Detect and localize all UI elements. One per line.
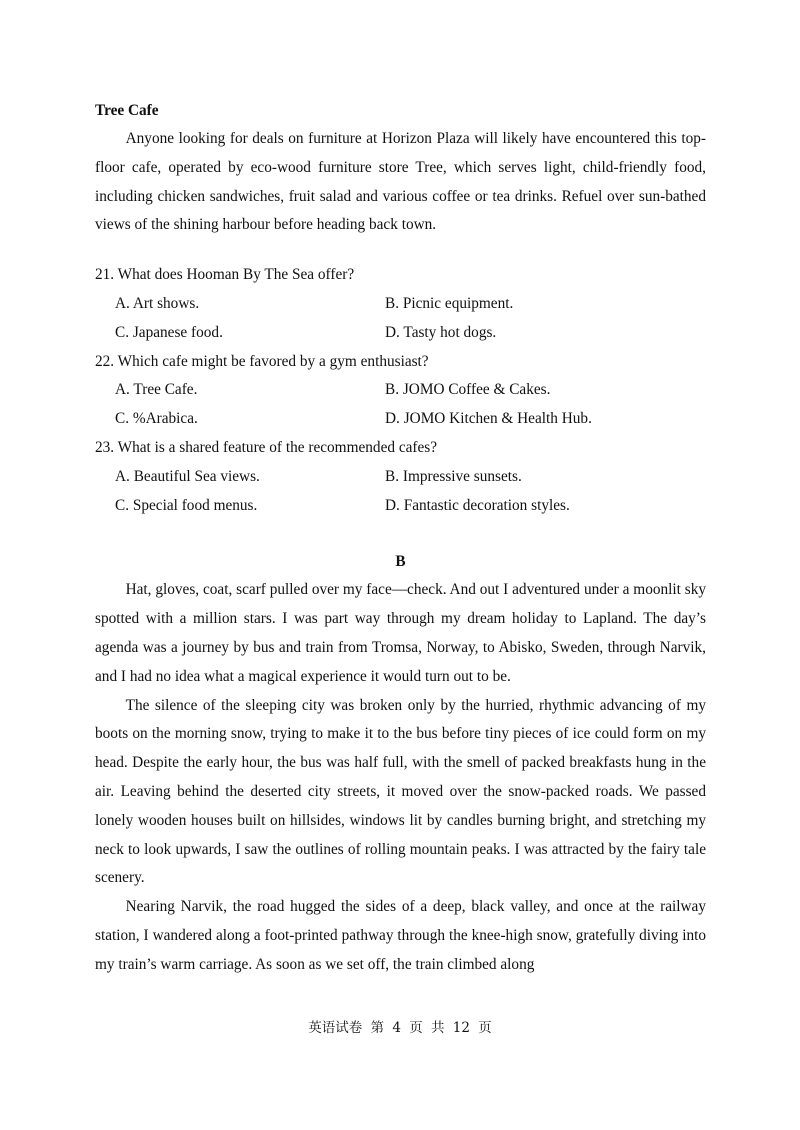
options — [95, 376, 706, 434]
option-d: D. JOMO Kitchen & Health Hub. — [385, 410, 592, 428]
option-b: B. Picnic equipment. — [385, 294, 514, 312]
page-footer: 英语试卷 第 4 页 共 12 页 — [308, 1020, 492, 1036]
option-b: B. JOMO Coffee & Cakes. — [385, 381, 551, 399]
section-b-paragraph-3: Nearing Narvik, the road hugged the sides of a deep, black valley, and once at the railway station, I wandered along a foot-printed pathway through the knee-high snow, gratefully diving into my train’s warm carriage. As soon as we set off, the train climbed along — [95, 898, 706, 973]
option-b: B. Impressive sunsets. — [385, 467, 522, 485]
option-c: C. Special food menus. — [115, 496, 258, 514]
question-text: 23. What is a shared feature of the recommended cafes? — [95, 438, 438, 456]
option-d: D. Fantastic decoration styles. — [385, 496, 570, 514]
section-b-paragraph-2: The silence of the sleeping city was broken only by the hurried, rhythmic advancing of my boots on the morning snow, trying to make it to the bus before tiny pieces of ice could form on my head. Despite the early hour, the bus was half full, with the smell of packed breakfasts hung in the air. Leaving behind the deserted city streets, it moved over the snow-packed roads. We passed lonely wooden houses built on hillsides, windows lit by candles burning bright, and stretching my neck to look upwards, I saw the outlines of rolling mountain peaks. I was attracted by the fairy tale scenery. — [95, 696, 706, 887]
question-23 — [95, 434, 706, 520]
option-a: A. Tree Cafe. — [115, 381, 198, 399]
option-a: A. Art shows. — [115, 294, 200, 312]
question-21 — [95, 261, 706, 347]
section-b-paragraph-1: Hat, gloves, coat, scarf pulled over my face—check. And out I adventured under a moonlit sky spotted with a million stars. I was part way through my dream holiday to Lapland. The day’s agenda was a journey by bus and train from Tromsa, Norway, to Abisko, Sweden, through Narvik, and I had no idea what a magical experience it would turn out to be. — [95, 581, 706, 685]
option-c: C. %Arabica. — [115, 410, 198, 428]
options — [95, 463, 706, 521]
question-text: 22. Which cafe might be favored by a gym enthusiast? — [95, 352, 429, 370]
question-22 — [95, 348, 706, 434]
section-b-label: B — [395, 553, 406, 571]
question-text: 21. What does Hooman By The Sea offer? — [95, 266, 355, 284]
option-c: C. Japanese food. — [115, 323, 223, 341]
exam-page — [95, 96, 706, 980]
tree-cafe-title: Tree Cafe — [95, 102, 159, 119]
options — [95, 290, 706, 348]
option-d: D. Tasty hot dogs. — [385, 323, 497, 341]
option-a: A. Beautiful Sea views. — [115, 467, 260, 485]
tree-cafe-text: Anyone looking for deals on furniture at Horizon Plaza will likely have encountered this top-floor cafe, operated by eco-wood furniture store Tree, which serves light, child-friendly food, including chicken sandwiches, fruit salad and various coffee or tea drinks. Refuel over sun-bathed views of the shining harbour before heading back town. — [95, 130, 706, 234]
